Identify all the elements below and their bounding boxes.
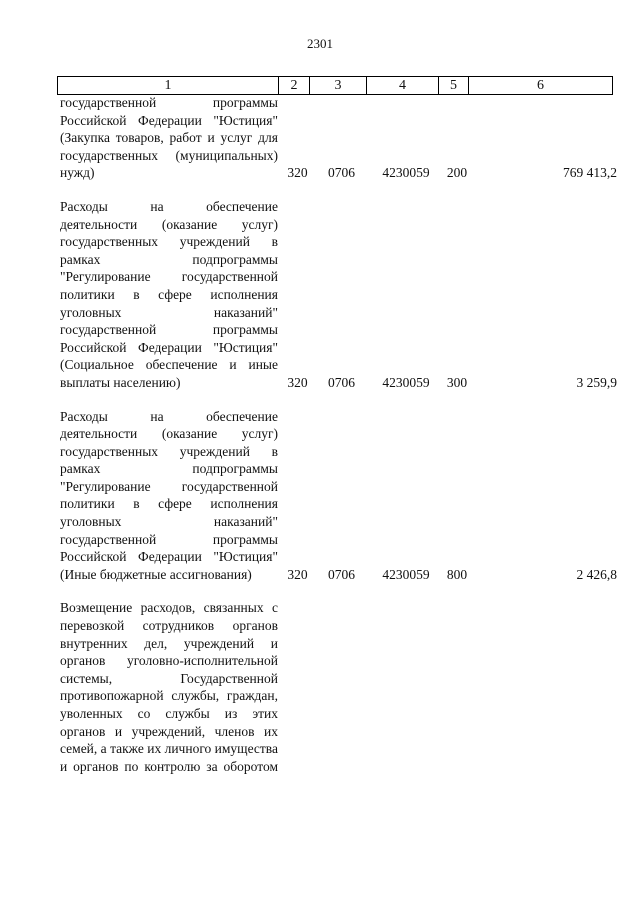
row-col6: 769 413,2 bbox=[563, 165, 617, 181]
table-row bbox=[57, 599, 617, 775]
column-header-5: 5 bbox=[438, 77, 468, 94]
row-col5: 200 bbox=[446, 165, 468, 181]
row-description: государственной программы Российской Федерации "Юстиция" (Закупка товаров, работ и услуг для государственных (муниципальных) нужд) bbox=[60, 95, 278, 181]
row-col2: 320 bbox=[287, 374, 308, 390]
row-col6: 3 259,9 bbox=[576, 374, 617, 390]
table-body bbox=[57, 94, 617, 775]
column-header-6: 6 bbox=[468, 77, 613, 94]
row-col4: 4230059 bbox=[382, 374, 430, 390]
row-col6: 2 426,8 bbox=[576, 566, 617, 582]
page-number: 2301 bbox=[307, 36, 333, 51]
row-col2: 320 bbox=[287, 165, 308, 181]
row-col3: 0706 bbox=[328, 374, 355, 390]
row-col4: 4230059 bbox=[382, 165, 430, 181]
row-description: Расходы на обеспечение деятельности (оказание услуг) государственных учреждений в рамках подпрограммы "Регулирование государственной политики в сфере исполнения уголовных наказаний" государственной программы Российской Федерации "Юстиция" (Иные бюджетные ассигнования) bbox=[60, 408, 278, 582]
row-col2: 320 bbox=[287, 566, 308, 582]
row-col3: 0706 bbox=[328, 165, 355, 181]
table-row bbox=[57, 198, 617, 392]
row-description: Возмещение расходов, связанных с перевозкой сотрудников органов внутренних дел, учреждений и органов уголовно-исполнительной системы, Государственной противопожарной службы, граждан, уволенных со службы из этих органов и учреждений, членов их семей, а также их личного имущества и органов по контролю за оборотом bbox=[60, 600, 278, 774]
row-col3: 0706 bbox=[328, 566, 355, 582]
column-header-4: 4 bbox=[366, 77, 438, 94]
column-header-1: 1 bbox=[57, 77, 278, 94]
table-row bbox=[57, 94, 617, 182]
table-header-row bbox=[57, 76, 613, 95]
row-col5: 300 bbox=[446, 374, 468, 390]
row-col5: 800 bbox=[446, 566, 468, 582]
column-header-3: 3 bbox=[309, 77, 366, 94]
table-row bbox=[57, 408, 617, 584]
column-header-2: 2 bbox=[278, 77, 309, 94]
row-description: Расходы на обеспечение деятельности (оказание услуг) государственных учреждений в рамках подпрограммы "Регулирование государственной политики в сфере исполнения уголовных наказаний" государственной программы Российской Федерации "Юстиция" (Социальное обеспечение и иные выплаты населению) bbox=[60, 198, 278, 390]
row-col4: 4230059 bbox=[382, 566, 430, 582]
